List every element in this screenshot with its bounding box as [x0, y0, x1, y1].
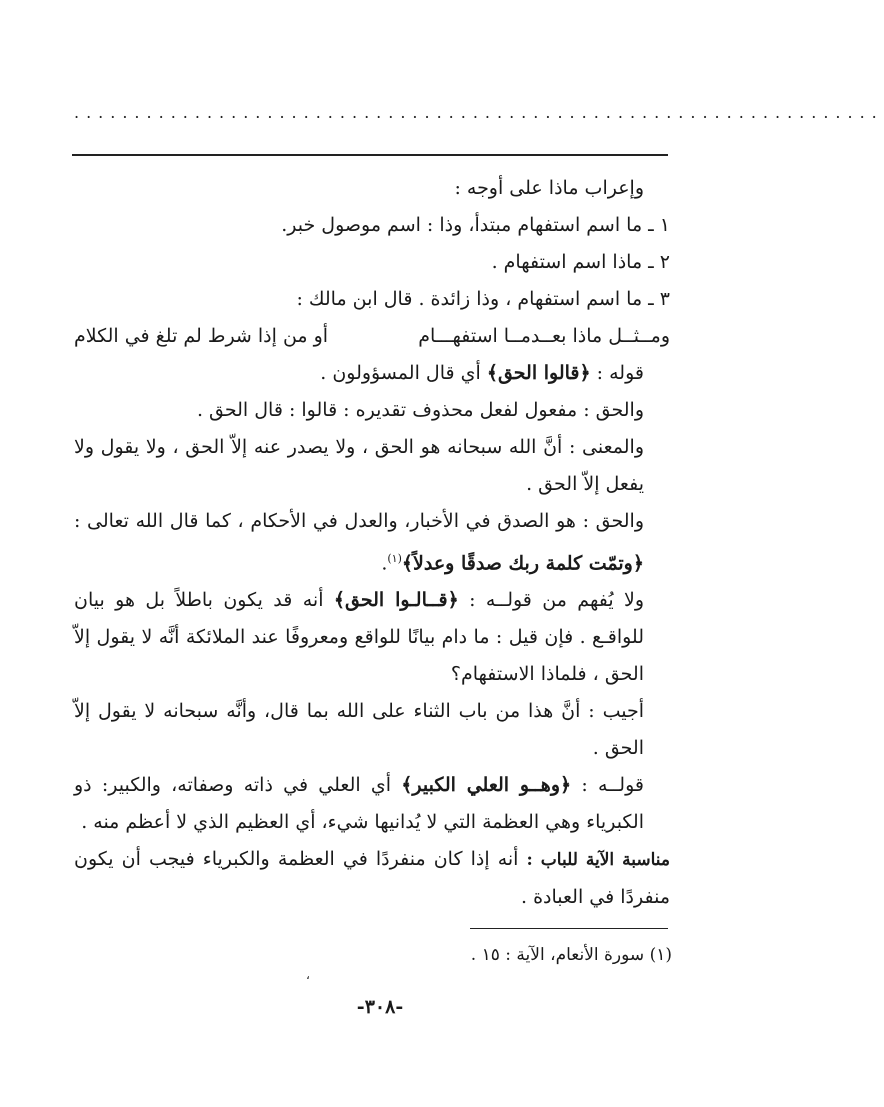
footnote: (١) سورة الأنعام، الآية : ١٥ . — [470, 945, 672, 965]
paragraph-2: والحق : مفعول لفعل محذوف تقديره : قالوا : قال الحق . — [196, 399, 644, 421]
page-body — [74, 170, 670, 916]
poem-verse — [74, 318, 670, 355]
stray-mark: ، — [306, 968, 310, 982]
verse-first-hemistich: ومــثــل ماذا بعــدمــا استفهـــام — [418, 325, 670, 347]
footnote-rule — [470, 928, 668, 929]
list-item-2: ٢ ـ ماذا اسم استفهام . — [491, 251, 670, 273]
header-rule — [72, 154, 668, 156]
footnote-ref: (١) — [387, 552, 402, 565]
quran-quote-1: ﴿قالوا الحق﴾ — [486, 362, 591, 384]
paragraph-7: قولــه : ﴿وهــو العلي الكبير﴾ أي العلي في ذاته وصفاته، والكبير: ذو الكبرياء وهي العظمة التي لا يُدانيها شيء، أي العظيم الذي لا أعظم منه . — [74, 774, 644, 834]
page-number: -٣٠٨- — [356, 996, 404, 1018]
quran-quote-4: ﴿وهــو العلي الكبير﴾ — [401, 774, 572, 797]
quran-quote-2: ﴿وتمّت كلمة ربك صدقًا وعدلاً﴾ — [401, 552, 644, 575]
intro-line: وإعراب ماذا على أوجه : — [454, 177, 644, 199]
paragraph-8: مناسبة الآية للباب : أنه إذا كان منفردًا في العظمة والكبرياء فيجب أن يكون منفردًا في العبادة . — [74, 848, 671, 909]
section-heading: مناسبة الآية للباب : — [526, 850, 671, 871]
paragraph-6: أجيب : أنَّ هذا من باب الثناء على الله بما قال، وأنَّه سبحانه لا يقول إلاّ الحق . — [74, 700, 644, 760]
list-item-1: ١ ـ ما اسم استفهام مبتدأ، وذا : اسم موصول خبر. — [281, 214, 670, 236]
header-dotted-line: ................................................................... — [74, 103, 884, 122]
quran-quote-3: ﴿قــالـوا الحق﴾ — [333, 589, 459, 612]
paragraph-5: ولا يُفهم من قولــه : ﴿قــالـوا الحق﴾ أنه قد يكون باطلاً بل هو بيان للواقـع . فإن قيل : ما دام بيانًا للواقع ومعروفًا عند الملائكة أنَّه لا يقول إلاّ الحق ، فلماذا الاستفهام؟ — [74, 589, 644, 686]
list-item-3: ٣ ـ ما اسم استفهام ، وذا زائدة . قال ابن مالك : — [296, 288, 670, 310]
paragraph-4: والحق : هو الصدق في الأخبار، والعدل في الأحكام ، كما قال الله تعالى : ﴿وتمّت كلمة ربك صدقًا وعدلاً﴾$^{(١)}$. — [74, 510, 644, 575]
paragraph-3: والمعنى : أنَّ الله سبحانه هو الحق ، ولا يصدر عنه إلاّ الحق ، ولا يقول ولا يفعل إلاّ الحق . — [74, 436, 644, 495]
paragraph-1: قوله : ﴿قالوا الحق﴾ أي قال المسؤولون . — [320, 362, 644, 384]
verse-second-hemistich: أو من إذا شرط لم تلغ في الكلام — [74, 325, 329, 347]
